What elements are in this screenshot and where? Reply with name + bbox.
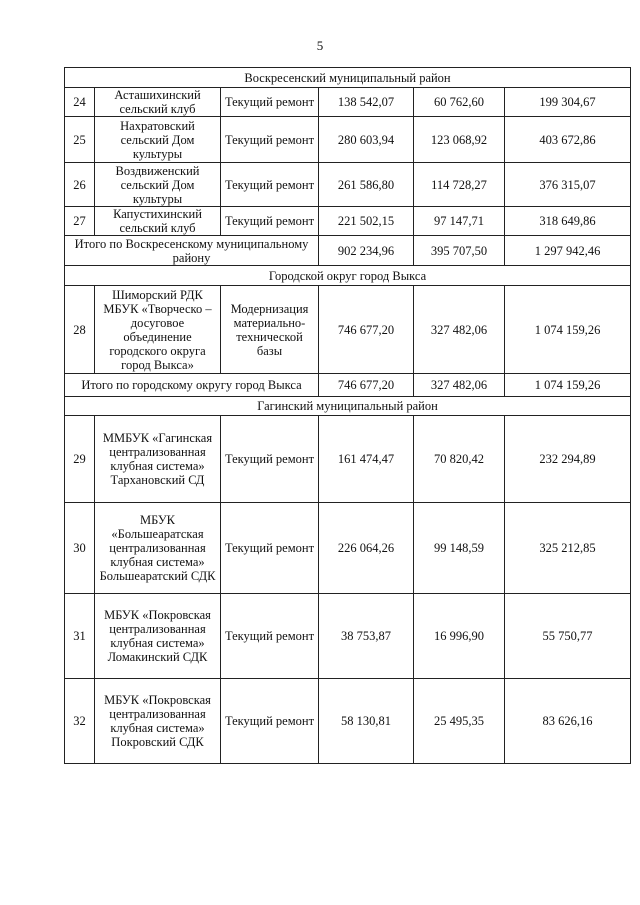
amount-1: 58 130,81 (319, 679, 414, 764)
work-type: Текущий ремонт (221, 88, 319, 117)
section-title: Воскресенский муниципальный район (65, 68, 631, 88)
amount-2: 97 147,71 (414, 207, 505, 236)
amount-2: 16 996,90 (414, 594, 505, 679)
amount-total: 325 212,85 (505, 503, 631, 594)
row-number: 27 (65, 207, 95, 236)
total-label: Итого по Воскресенскому муниципальному району (65, 236, 319, 266)
total-row (65, 236, 631, 266)
amount-2: 70 820,42 (414, 416, 505, 503)
institution-name: Капустихинский сельский клуб (95, 207, 221, 236)
section-header-row (65, 266, 631, 286)
amount-total: 199 304,67 (505, 88, 631, 117)
amount-1: 38 753,87 (319, 594, 414, 679)
institution-name: МБУК «Покровская централизованная клубная система» Покровский СДК (95, 679, 221, 764)
institution-name: МБУК «Большеаратская централизованная клубная система» Большеаратский СДК (95, 503, 221, 594)
amount-1: 226 064,26 (319, 503, 414, 594)
institution-name: ММБУК «Гагинская централизованная клубная система» Тархановский СД (95, 416, 221, 503)
amount-1: 280 603,94 (319, 117, 414, 163)
total-amount-1: 746 677,20 (319, 374, 414, 397)
table-row (65, 679, 631, 764)
work-type: Текущий ремонт (221, 679, 319, 764)
total-amount-2: 327 482,06 (414, 374, 505, 397)
row-number: 31 (65, 594, 95, 679)
row-number: 26 (65, 163, 95, 207)
table-row (65, 207, 631, 236)
work-type: Модернизация материально-технической базы (221, 286, 319, 374)
amount-1: 746 677,20 (319, 286, 414, 374)
work-type: Текущий ремонт (221, 117, 319, 163)
amount-1: 138 542,07 (319, 88, 414, 117)
table-row (65, 88, 631, 117)
amount-2: 123 068,92 (414, 117, 505, 163)
section-title: Городской округ город Выкса (65, 266, 631, 286)
amount-2: 25 495,35 (414, 679, 505, 764)
work-type: Текущий ремонт (221, 207, 319, 236)
amount-1: 161 474,47 (319, 416, 414, 503)
table-row (65, 416, 631, 503)
table-row (65, 286, 631, 374)
amount-total: 403 672,86 (505, 117, 631, 163)
amount-1: 261 586,80 (319, 163, 414, 207)
institution-name: Нахратовский сельский Дом культуры (95, 117, 221, 163)
row-number: 29 (65, 416, 95, 503)
amount-total: 83 626,16 (505, 679, 631, 764)
amount-2: 60 762,60 (414, 88, 505, 117)
total-row (65, 374, 631, 397)
total-amount-total: 1 297 942,46 (505, 236, 631, 266)
amount-2: 327 482,06 (414, 286, 505, 374)
work-type: Текущий ремонт (221, 503, 319, 594)
row-number: 32 (65, 679, 95, 764)
amount-1: 221 502,15 (319, 207, 414, 236)
row-number: 30 (65, 503, 95, 594)
table-row (65, 117, 631, 163)
institution-name: Воздвиженский сельский Дом культуры (95, 163, 221, 207)
section-title: Гагинский муниципальный район (65, 397, 631, 416)
funding-table (64, 67, 631, 764)
total-label: Итого по городскому округу город Выкса (65, 374, 319, 397)
amount-total: 55 750,77 (505, 594, 631, 679)
amount-total: 376 315,07 (505, 163, 631, 207)
total-amount-1: 902 234,96 (319, 236, 414, 266)
work-type: Текущий ремонт (221, 163, 319, 207)
page-number: 5 (316, 38, 324, 53)
total-amount-2: 395 707,50 (414, 236, 505, 266)
row-number: 24 (65, 88, 95, 117)
row-number: 28 (65, 286, 95, 374)
amount-total: 232 294,89 (505, 416, 631, 503)
table-row (65, 503, 631, 594)
row-number: 25 (65, 117, 95, 163)
table-row (65, 594, 631, 679)
table-row (65, 163, 631, 207)
institution-name: МБУК «Покровская централизованная клубная система» Ломакинский СДК (95, 594, 221, 679)
section-header-row (65, 397, 631, 416)
section-header-row (65, 68, 631, 88)
work-type: Текущий ремонт (221, 594, 319, 679)
amount-2: 114 728,27 (414, 163, 505, 207)
amount-total: 318 649,86 (505, 207, 631, 236)
total-amount-total: 1 074 159,26 (505, 374, 631, 397)
institution-name: Шиморский РДК МБУК «Творческо – досуговое объединение городского округа город Выкса» (95, 286, 221, 374)
work-type: Текущий ремонт (221, 416, 319, 503)
amount-2: 99 148,59 (414, 503, 505, 594)
institution-name: Асташихинский сельский клуб (95, 88, 221, 117)
amount-total: 1 074 159,26 (505, 286, 631, 374)
